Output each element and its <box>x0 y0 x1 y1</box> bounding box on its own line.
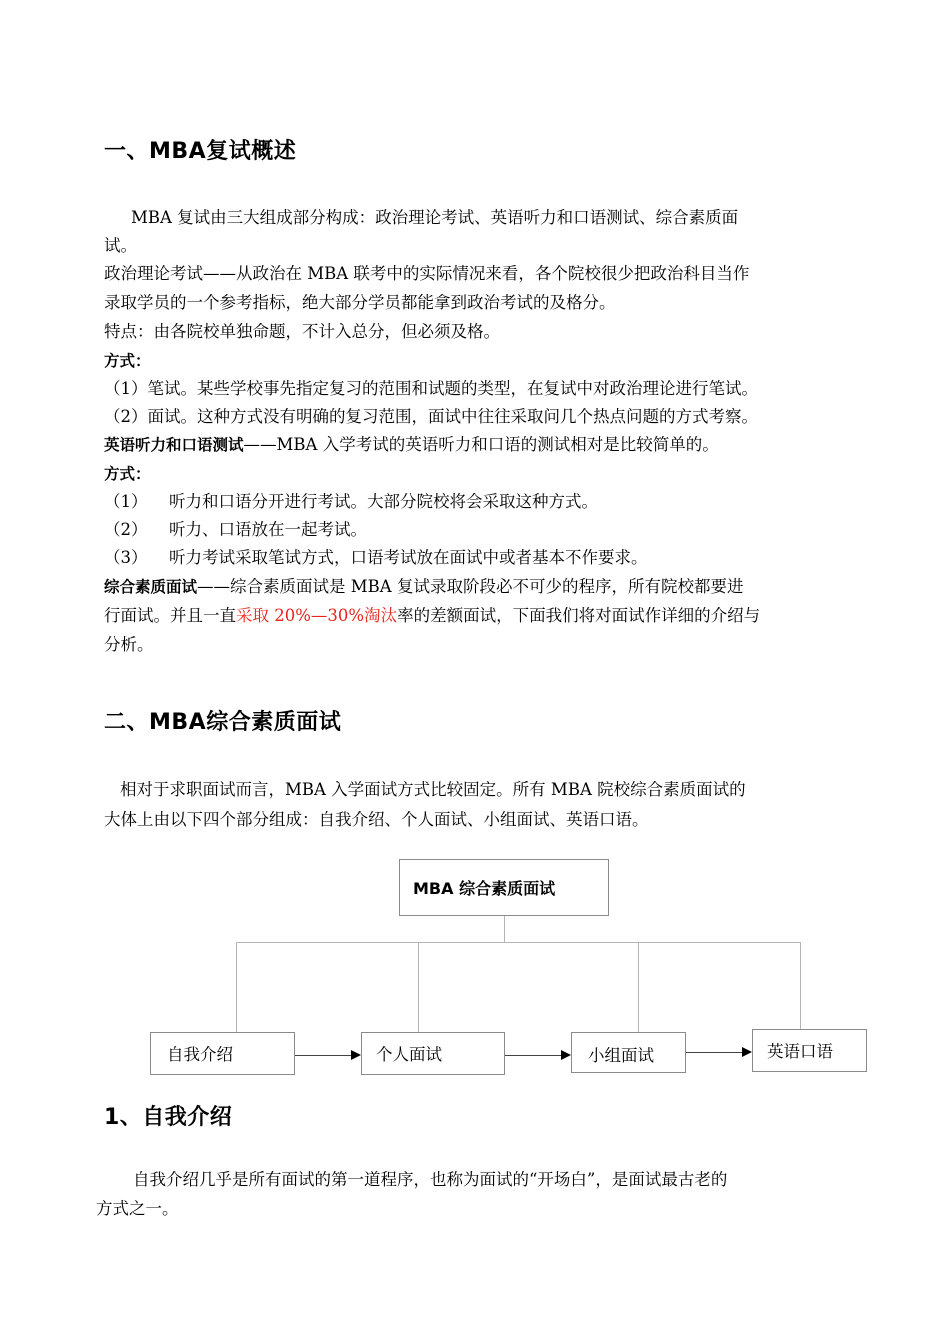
list-number: （2） <box>104 520 148 539</box>
diagram-node-self-intro <box>150 1032 295 1075</box>
list-number: （3） <box>104 548 148 567</box>
section-heading-overview: 一、MBA复试概述 <box>104 139 297 164</box>
comp-text-b: 率的差额面试，下面我们将对面试作详细的介绍与 <box>397 606 761 625</box>
list-text: 听力考试采取笔试方式，口语考试放在面试中或者基本不作要求。 <box>169 548 648 567</box>
arrow-line <box>295 1055 351 1056</box>
comp-title: 综合素质面试 <box>104 578 198 596</box>
method-label: 方式： <box>104 352 151 370</box>
method-item-2: （2）面试。这种方式没有明确的复习范围，面试中往往采取问几个热点问题的方式考察。 <box>104 407 758 426</box>
connector-line <box>638 942 639 1032</box>
comp-line-2 <box>104 602 760 631</box>
comp-desc: ——综合素质面试是 MBA 复试录取阶段必不可少的程序，所有院校都要进 <box>197 577 744 596</box>
english-method-1 <box>104 488 598 517</box>
connector-line <box>236 942 801 943</box>
diagram-node-label: 自我介绍 <box>167 1045 233 1064</box>
diagram-node-label: 个人面试 <box>376 1045 442 1064</box>
section-heading-self-intro: 1、自我介绍 <box>104 1105 233 1130</box>
feature-line: 特点：由各院校单独命题，不计入总分，但必须及格。 <box>104 322 500 341</box>
intro-line-1: MBA 复试由三大组成部分构成：政治理论考试、英语听力和口语测试、综合素质面 <box>131 208 739 227</box>
arrow-head-icon <box>742 1047 752 1057</box>
diagram-root-box <box>399 859 609 916</box>
english-method-2 <box>104 516 367 545</box>
connector-line <box>418 942 419 1032</box>
comp-line-1 <box>104 573 743 602</box>
diagram-node-oral-english <box>752 1029 867 1072</box>
politics-line-1: 政治理论考试——从政治在 MBA 联考中的实际情况来看，各个院校很少把政治科目当作 <box>104 264 750 283</box>
diagram-node-personal-interview <box>361 1032 505 1075</box>
arrow-line <box>505 1055 561 1056</box>
connector-line <box>236 942 237 1032</box>
politics-line-2: 录取学员的一个参考指标，绝大部分学员都能拿到政治考试的及格分。 <box>104 293 616 312</box>
diagram-root-label: MBA 综合素质面试 <box>413 879 556 898</box>
interview-para-line-2: 大体上由以下四个部分组成：自我介绍、个人面试、小组面试、英语口语。 <box>104 810 649 829</box>
list-text: 听力、口语放在一起考试。 <box>169 520 367 539</box>
arrow-head-icon <box>561 1050 571 1060</box>
intro-line-2: 试。 <box>104 236 137 255</box>
method-item-1: （1）笔试。某些学校事先指定复习的范围和试题的类型，在复试中对政治理论进行笔试。 <box>104 379 758 398</box>
arrow-head-icon <box>351 1050 361 1060</box>
self-intro-line-2: 方式之一。 <box>96 1199 179 1218</box>
comp-text-a: 行面试。并且一直 <box>104 606 236 625</box>
diagram-node-group-interview <box>571 1032 686 1073</box>
section-heading-interview: 二、MBA综合素质面试 <box>104 710 342 735</box>
diagram-node-label: 小组面试 <box>588 1046 654 1065</box>
list-text: 听力和口语分开进行考试。大部分院校将会采取这种方式。 <box>169 492 598 511</box>
list-number: （1） <box>104 492 148 511</box>
elimination-rate-highlight: 采取 20%—30%淘汰 <box>236 606 398 625</box>
diagram-node-label: 英语口语 <box>767 1042 833 1061</box>
english-title: 英语听力和口语测试 <box>104 436 244 454</box>
interview-para-line-1: 相对于求职面试而言，MBA 入学面试方式比较固定。所有 MBA 院校综合素质面试的 <box>120 780 746 799</box>
method-label-2: 方式： <box>104 465 151 483</box>
self-intro-line-1: 自我介绍几乎是所有面试的第一道程序，也称为面试的“开场白”，是面试最古老的 <box>133 1170 728 1189</box>
connector-line <box>504 916 505 943</box>
arrow-line <box>686 1052 742 1053</box>
comp-line-3: 分析。 <box>104 635 154 654</box>
english-method-3 <box>104 544 648 573</box>
connector-line <box>800 942 801 1029</box>
english-line <box>104 431 719 460</box>
english-desc: ——MBA 入学考试的英语听力和口语的测试相对是比较简单的。 <box>243 435 719 454</box>
